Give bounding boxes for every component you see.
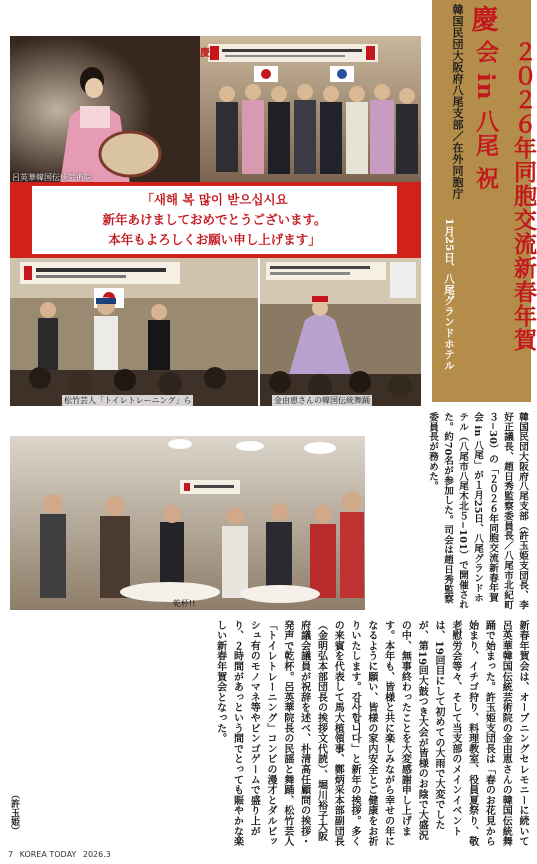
photo-group-greeting	[10, 36, 421, 184]
event-title: ２０２６年同胞交流新春年賀会 in 八尾 祝	[472, 40, 537, 352]
celebration-mark: 慶	[471, 5, 499, 36]
page-number: 7	[8, 850, 14, 859]
top-photo-caption: 呂英華韓国伝統芸術院	[12, 173, 92, 182]
greeting-japanese-2: 本年もよろしくお願い申し上げます」	[108, 232, 321, 247]
dance-image	[260, 258, 421, 406]
title-panel	[432, 0, 537, 402]
greeting-korean: 「새해 복 많이 받으십시요	[141, 192, 288, 207]
toast-image	[10, 436, 365, 610]
greeting-banner	[10, 182, 421, 258]
issue-date: 2026.3	[82, 850, 111, 859]
group-greeting-image	[10, 36, 421, 184]
article-body: 新春年賀会は、オープニングセレモニーに続いて呂英華韓国伝統芸術院の金由恵さんの韓国伝統舞踊で始まった。許玉姫支団長は「春のお花見から始まり、イチゴ狩り、料理教室、役員夏祭り、敬老慰労会等々、そして当支部のメインイベントは、19回目にして初めての大雨で大変でしたが、第19回大鼓つき大会が皆様のお陰で大盛況の中、無事終わったことを大変感謝申し上げます。本年も、皆様と共に楽しみながら幸せの年になるように願い、皆様の家内安全とご健康をお祈りいたします。감사합니다」と新年の挨拶。多くの来賓を代表して馬大植領事、鄭炳采本部副団長（金明弘本部団長の挨拶文代読）、堀川裕子大阪府議会議員が祝辞を述べ、朴清高任顧問の挨拶・発声で乾杯。呂英華院長の民謡と舞踊、松竹芸人「トイレトレーニング」コンビの漫才とダルビッシュ有のモノマネ等やビンゴゲームで盛り上がり、２時間があっという間でとっても賑やかな楽しい新春年賀会となった。	[214, 620, 528, 847]
mark-left: 慶	[200, 48, 210, 59]
comedy-image	[10, 258, 258, 406]
photo-comedy	[10, 258, 258, 406]
greeting-japanese-1: 新年あけましておめでとうございます。	[102, 212, 327, 227]
event-subtitle: 韓国民団大阪府八尾支部／在外同胞庁	[451, 4, 464, 200]
toast-caption: 乾杯!!	[173, 599, 196, 608]
greeting-banner-box	[32, 186, 397, 254]
article-byline: （許玉姫）	[9, 790, 19, 835]
dance-caption: 金由恵さんの韓国伝統舞踊	[274, 396, 370, 405]
page-footer	[8, 850, 111, 859]
event-date-venue: 1月25日、八尾グランドホテル	[443, 218, 455, 371]
comedy-caption: 松竹芸人「トイレトレーニング」ら	[64, 396, 192, 405]
article-lead: 韓国民団大阪府八尾支部（許玉姫支団長、李好正議長、趙日秀監察委員長／八尾市北紀町３−30）の「２０２６年同胞交流新春年賀会 in 八尾」が１月25日、八尾グランドホテル（八尾市八尾木北５−101）で開催された。約70名が参加した。司会は趙日秀監察委員長が務めた。	[427, 412, 528, 610]
magazine-name: KOREA TODAY	[19, 850, 77, 859]
photo-toast	[10, 436, 365, 610]
photo-dance	[260, 258, 421, 406]
